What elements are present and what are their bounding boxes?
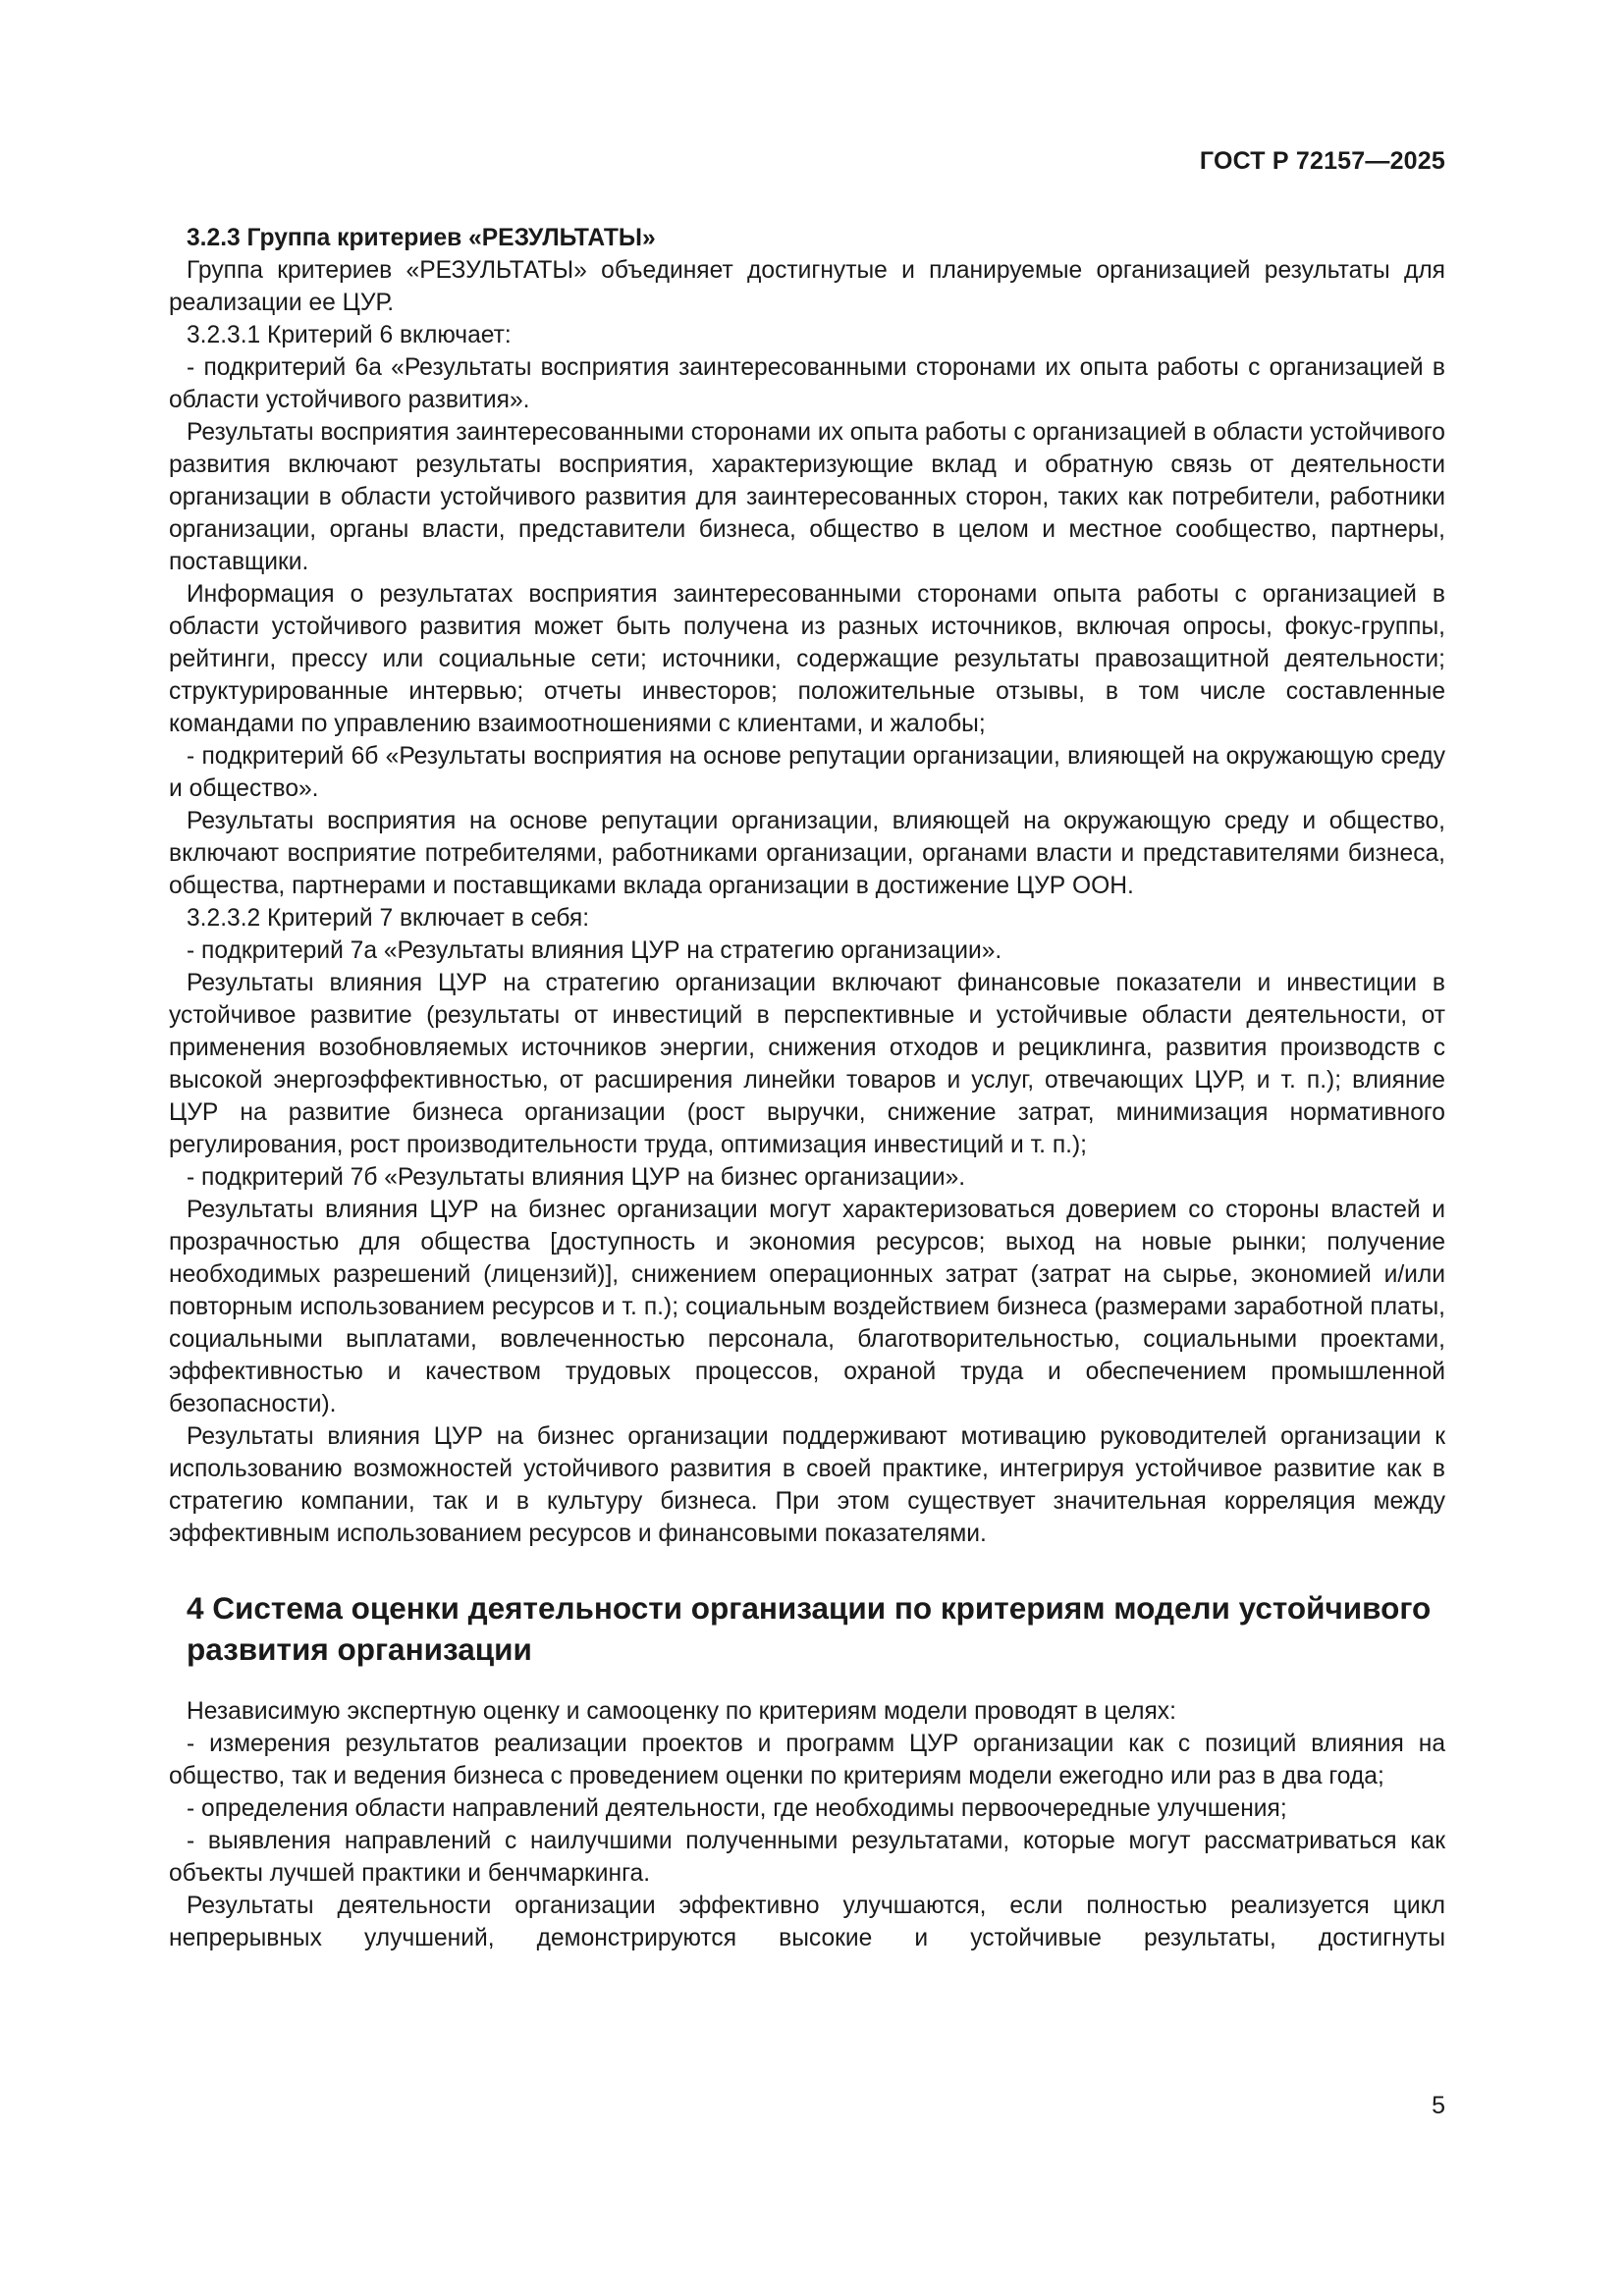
paragraph: Результаты влияния ЦУР на стратегию организации включают финансовые показатели и инвестиции в устойчивое развитие (результаты от инвестиций в перспективные и устойчивые области деятельности, от применения возобновляемых источников энергии, снижения отходов и рециклинга, развития производств с высокой энергоэффективностью, от расширения линейки товаров и услуг, отвечающих ЦУР, и т. п.); влияние ЦУР на развитие бизнеса организации (рост выручки, снижение затрат, минимизация нормативного регулирования, рост производительности труда, оптимизация инвестиций и т. п.); — [169, 970, 1445, 1158]
list-item: - определения области направлений деятельности, где необходимы первоочередные улучшения; — [187, 1795, 1287, 1822]
paragraph: Результаты влияния ЦУР на бизнес организации могут характеризоваться доверием со стороны властей и прозрачностью для общества [доступность и экономия ресурсов; выход на новые рынки; получение необходимых разрешений (лицензий)], снижением операционных затрат (затрат на сырье, экономией и/или повторным использованием ресурсов и т. п.); социальным воздействием бизнеса (размерами заработной платы, социальными выплатами, вовлеченностью персонала, благотворительностью, социальными проектами, эффективностью и качеством трудовых процессов, охраной труда и обеспечением промышленной безопасности). — [169, 1197, 1445, 1417]
paragraph: Результаты восприятия на основе репутации организации, влияющей на окружающую среду и общество, включают восприятие потребителями, работниками организации, органами власти и представителями бизнеса, общества, партнерами и поставщиками вклада организации в достижение ЦУР ООН. — [169, 808, 1445, 899]
paragraph: Результаты деятельности организации эффективно улучшаются, если полностью реализуется цикл непрерывных улучшений, демонстрируются высокие и устойчивые результаты, достигнуты — [169, 1893, 1445, 1951]
section-heading-3-2-3: 3.2.3 Группа критериев «РЕЗУЛЬТАТЫ» — [187, 225, 656, 251]
paragraph: Информация о результатах восприятия заинтересованными сторонами опыта работы с организацией в области устойчивого развития может быть получена из разных источников, включая опросы, фокус-группы, рейтинги, прессу или социальные сети; источники, содержащие результаты правозащитной деятельности; структурированные интервью; отчеты инвесторов; положительные отзывы, в том числе составленные командами по управлению взаимоотношениями с клиентами, и жалобы; — [169, 581, 1445, 737]
page-number: 5 — [1432, 2092, 1445, 2119]
paragraph: Группа критериев «РЕЗУЛЬТАТЫ» объединяет достигнутые и планируемые организацией результаты для реализации ее ЦУР. — [169, 257, 1445, 316]
subcriterion-7b: - подкритерий 7б «Результаты влияния ЦУР на бизнес организации». — [187, 1164, 966, 1191]
criterion-7-title: 3.2.3.2 Критерий 7 включает в себя: — [187, 905, 590, 932]
section-heading-4: 4 Система оценки деятельности организации по критериям модели устойчивого развития организации — [187, 1590, 1432, 1667]
paragraph: Результаты влияния ЦУР на бизнес организации поддерживают мотивацию руководителей организации к использованию возможностей устойчивого развития в своей практике, интегрируя устойчивое развитие как в стратегию компании, так и в культуру бизнеса. При этом существует значительная корреляция между эффективным использованием ресурсов и финансовыми показателями. — [169, 1423, 1445, 1547]
subcriterion-7a: - подкритерий 7а «Результаты влияния ЦУР на стратегию организации». — [187, 937, 1002, 964]
subcriterion-6a: - подкритерий 6а «Результаты восприятия заинтересованными сторонами их опыта работы с организацией в области устойчивого развития». — [169, 354, 1445, 413]
subcriterion-6b: - подкритерий 6б «Результаты восприятия на основе репутации организации, влияющей на окружающую среду и общество». — [169, 743, 1445, 802]
list-item: - выявления направлений с наилучшими полученными результатами, которые могут рассматриваться как объекты лучшей практики и бенчмаркинга. — [169, 1828, 1445, 1887]
page-content — [169, 222, 1445, 1954]
paragraph: Независимую экспертную оценку и самооценку по критериям модели проводят в целях: — [187, 1698, 1176, 1725]
criterion-6-title: 3.2.3.1 Критерий 6 включает: — [187, 322, 512, 348]
document-code: ГОСТ Р 72157—2025 — [1199, 147, 1445, 175]
list-item: - измерения результатов реализации проектов и программ ЦУР организации как с позиций влияния на общество, так и ведения бизнеса с проведением оценки по критериям модели ежегодно или раз в два года; — [169, 1731, 1445, 1789]
paragraph: Результаты восприятия заинтересованными сторонами их опыта работы с организацией в области устойчивого развития включают результаты восприятия, характеризующие вклад и обратную связь от деятельности организации в области устойчивого развития для заинтересованных сторон, таких как потребители, работники организации, органы власти, представители бизнеса, общество в целом и местное сообщество, партнеры, поставщики. — [169, 419, 1445, 575]
